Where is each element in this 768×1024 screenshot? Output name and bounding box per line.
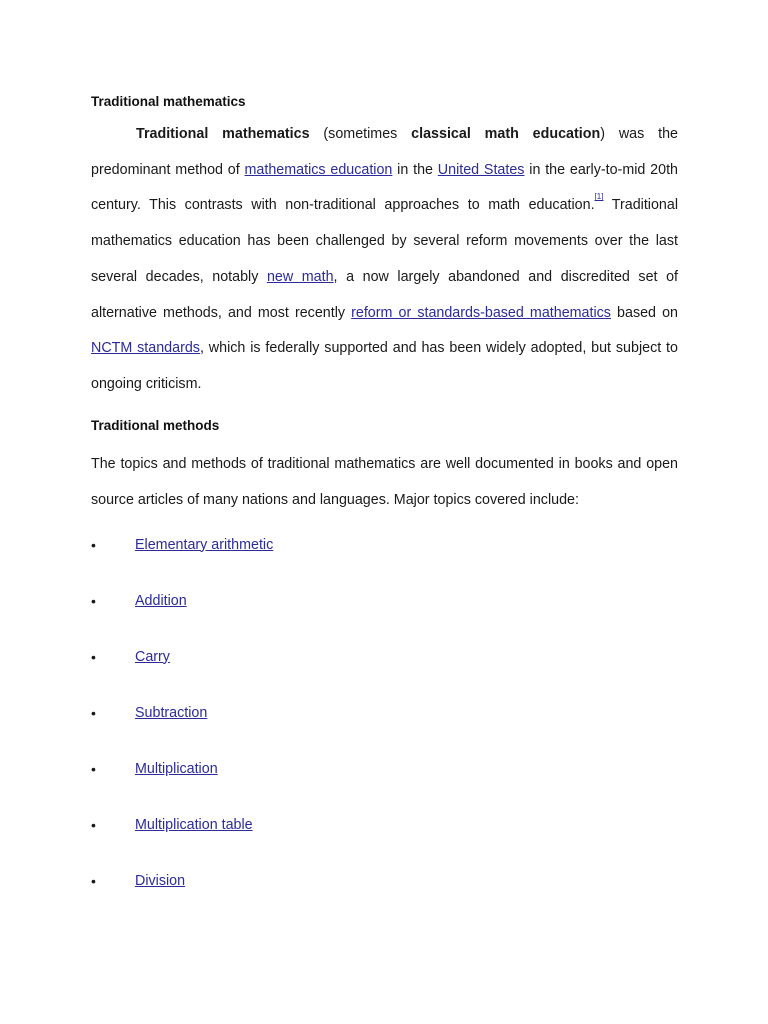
link-mathematics-education[interactable]: mathematics education	[244, 161, 393, 178]
list-item	[91, 648, 678, 704]
bullet-icon: •	[91, 704, 96, 721]
link-reform-mathematics[interactable]: reform or standards-based mathematics	[351, 304, 611, 321]
bullet-icon: •	[91, 872, 96, 889]
link-topic[interactable]: Elementary arithmetic	[135, 536, 274, 553]
link-united-states[interactable]: United States	[437, 161, 525, 178]
link-topic[interactable]: Division	[135, 872, 186, 889]
link-nctm-standards[interactable]: NCTM standards	[91, 340, 200, 357]
intro-text-8: , which is federally supported and has been widely adopted, but subject to ongoing criticism.	[91, 340, 678, 392]
section-heading-traditional-methods: Traditional methods	[91, 417, 220, 433]
intro-text-7: based on	[610, 304, 678, 321]
document-page	[91, 94, 678, 928]
intro-paragraph	[91, 117, 678, 403]
list-item	[91, 704, 678, 760]
intro-text-3: in the	[392, 161, 438, 178]
bullet-icon: •	[91, 648, 96, 665]
link-topic[interactable]: Addition	[135, 592, 187, 609]
intro-text-4: in the early-to-mid 20th century. This contrasts with non-traditional approaches to math education.	[91, 161, 678, 214]
bullet-icon: •	[91, 816, 96, 833]
topics-list	[91, 536, 678, 928]
link-topic[interactable]: Multiplication	[135, 760, 218, 777]
link-citation-1[interactable]: [1]	[594, 192, 604, 202]
section-heading-traditional-mathematics: Traditional mathematics	[91, 94, 246, 109]
link-topic[interactable]: Subtraction	[135, 704, 208, 721]
intro-text-5: Traditional mathematics education has been challenged by several reform movements over the last several decades, notably	[91, 197, 679, 285]
citation-ref	[595, 192, 604, 201]
list-item	[91, 760, 678, 816]
link-topic[interactable]: Multiplication table	[135, 816, 253, 833]
list-item	[91, 592, 678, 648]
bullet-icon: •	[91, 536, 96, 553]
bullet-icon: •	[91, 592, 96, 609]
intro-text-2: ) was the predominant method of	[91, 126, 678, 178]
link-new-math[interactable]: new math	[266, 268, 334, 285]
methods-paragraph: The topics and methods of traditional mathematics are well documented in books and open source articles of many nations and languages. Major topics covered include:	[91, 455, 678, 508]
intro-text-1: (sometimes	[309, 126, 412, 142]
list-item	[91, 536, 678, 592]
term-traditional-mathematics: Traditional mathematics	[136, 126, 310, 142]
intro-text-6: , a now largely abandoned and discredited set of alternative methods, and most recently	[91, 268, 678, 321]
link-topic[interactable]: Carry	[135, 648, 170, 665]
term-classical-math-education: classical math education	[411, 126, 601, 142]
list-item	[91, 816, 678, 872]
list-item	[91, 872, 678, 928]
bullet-icon: •	[91, 760, 96, 777]
